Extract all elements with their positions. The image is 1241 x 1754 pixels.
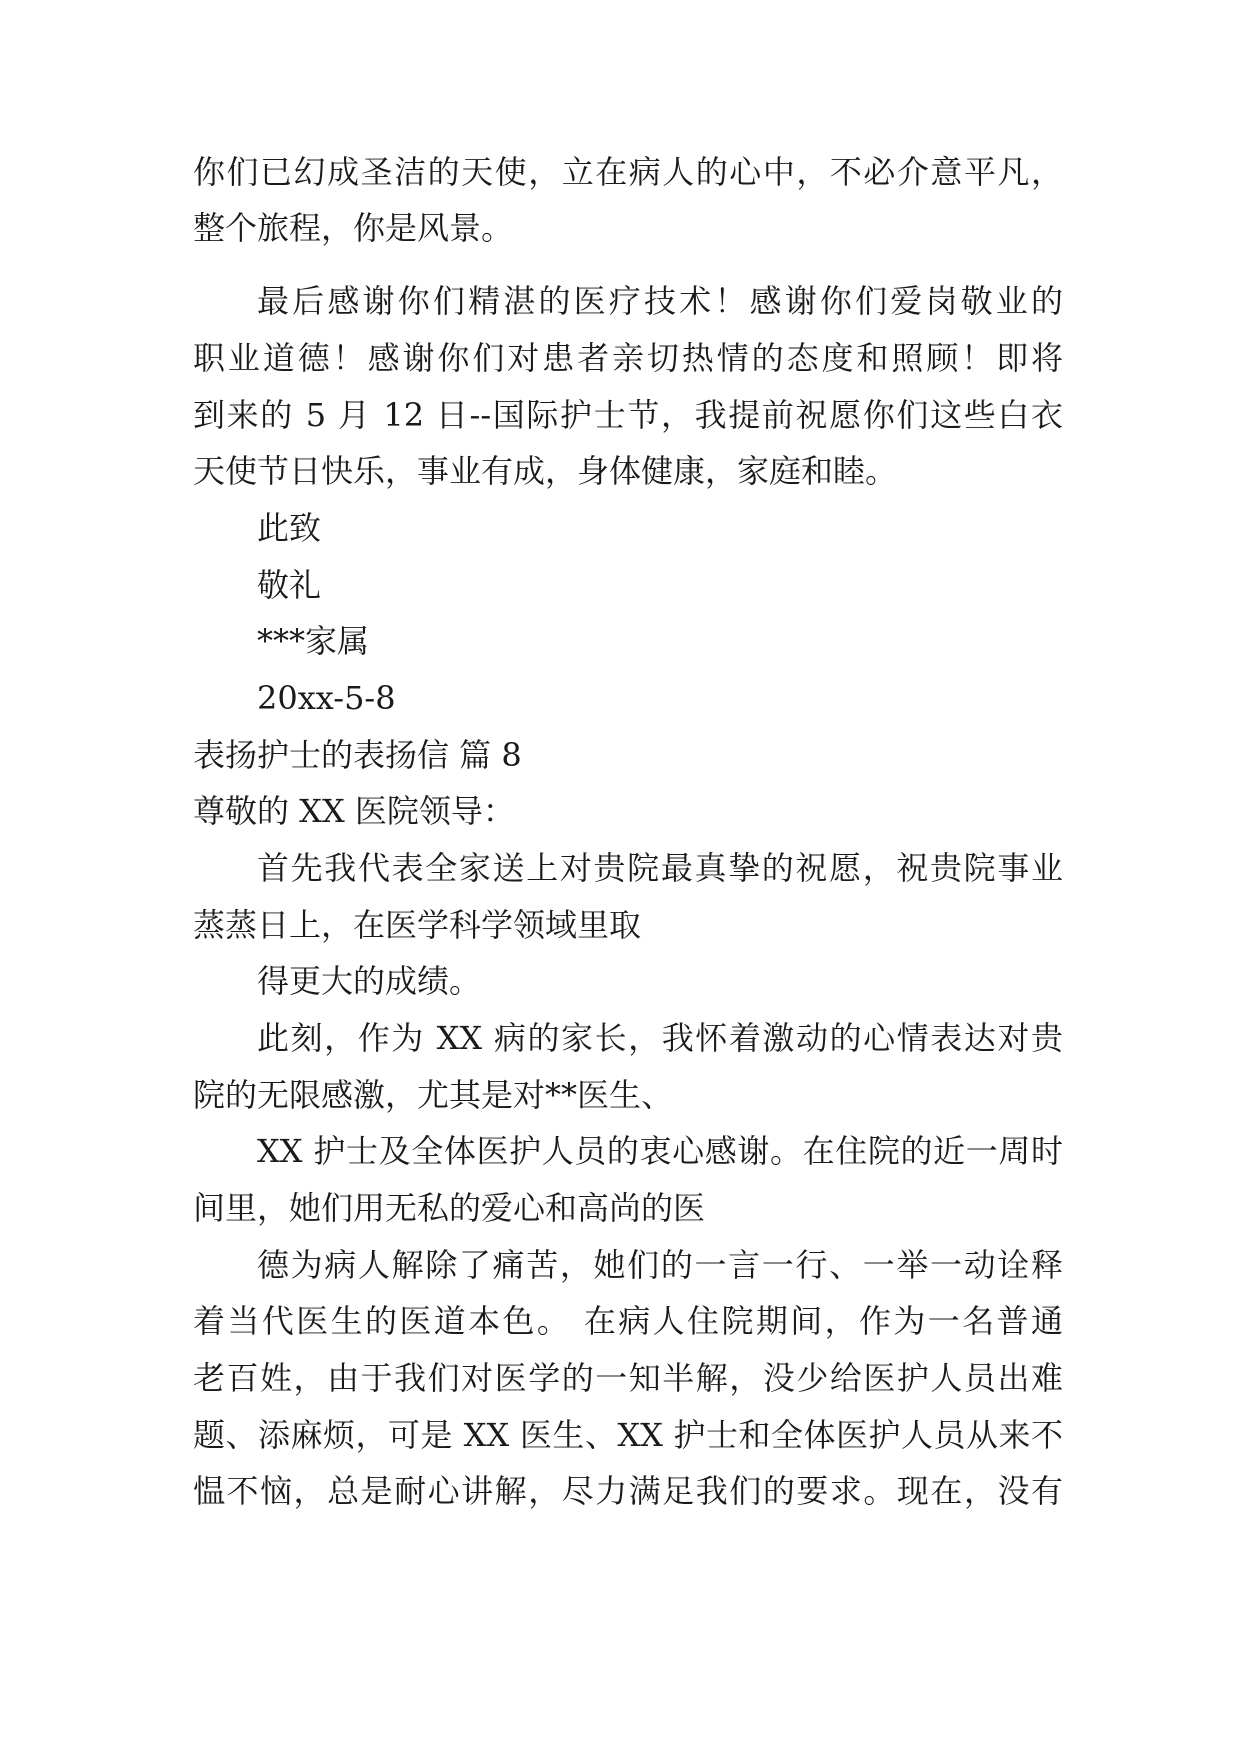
section-heading: 表扬护士的表扬信 篇 8 [193,736,522,774]
text-line: 职业道德！感谢你们对患者亲切热情的态度和照顾！即将 [193,339,1063,377]
closing-regards: 敬礼 [257,566,322,604]
text-line: 德为病人解除了痛苦，她们的一言一行、一举一动诠释 [257,1246,1063,1284]
text-line: 首先我代表全家送上对贵院最真挚的祝愿，祝贵院事业 [257,849,1063,887]
text-line: 天使节日快乐，事业有成，身体健康，家庭和睦。 [193,452,898,490]
text-line: 最后感谢你们精湛的医疗技术！感谢你们爱岗敬业的 [257,282,1063,320]
text-line: XX 护士及全体医护人员的衷心感谢。在住院的近一周时 [257,1132,1063,1170]
text-line: 着当代医生的医道本色。 在病人住院期间，作为一名普通 [193,1302,1063,1340]
text-line: 愠不恼，总是耐心讲解，尽力满足我们的要求。现在，没有 [193,1472,1063,1510]
letter-greeting: 尊敬的 XX 医院领导： [193,792,515,830]
text-line: 得更大的成绩。 [257,962,482,1000]
text-line: 蒸蒸日上，在医学科学领域里取 [193,906,642,944]
signature: ***家属 [257,622,370,660]
text-line: 老百姓，由于我们对医学的一知半解，没少给医护人员出难 [193,1359,1063,1397]
text-line: 到来的 5 月 12 日--国际护士节，我提前祝愿你们这些白衣 [193,396,1063,434]
text-line: 你们已幻成圣洁的天使，立在病人的心中，不必介意平凡， [193,153,1063,191]
text-line: 院的无限感激，尤其是对**医生、 [193,1076,674,1114]
text-line: 整个旅程，你是风景。 [193,209,514,247]
text-line: 题、添麻烦，可是 XX 医生、XX 护士和全体医护人员从来不 [193,1416,1063,1454]
text-line: 间里，她们用无私的爱心和高尚的医 [193,1189,706,1227]
letter-date: 20xx-5-8 [257,679,396,717]
closing-salutation: 此致 [257,509,322,547]
text-line: 此刻，作为 XX 病的家长，我怀着激动的心情表达对贵 [257,1019,1063,1057]
